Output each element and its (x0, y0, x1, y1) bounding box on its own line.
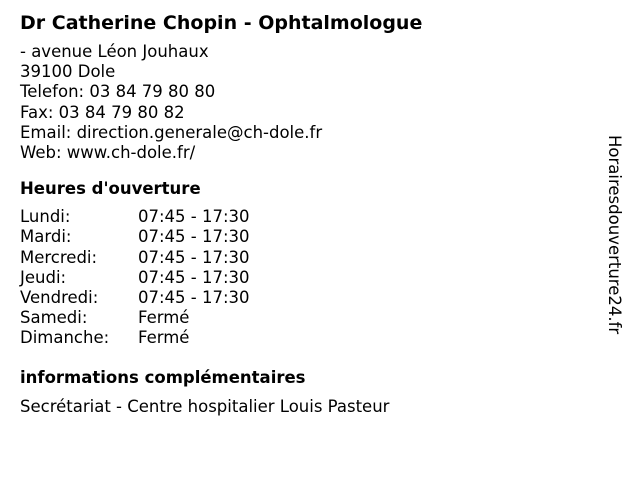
day-label: Vendredi: (20, 288, 99, 308)
email-address: Email: direction.generale@ch-dole.fr (20, 122, 323, 142)
time-value: 07:45 - 17:30 (138, 207, 250, 227)
hours-row-sunday (20, 328, 600, 348)
time-value: 07:45 - 17:30 (138, 288, 250, 308)
address-city: 39100 Dole (20, 62, 116, 82)
hours-row-monday (20, 207, 600, 227)
hours-row-wednesday (20, 248, 600, 268)
day-label: Samedi: (20, 308, 88, 328)
info-heading: informations complémentaires (20, 367, 306, 387)
hours-row-friday (20, 288, 600, 308)
fax-number: Fax: 03 84 79 80 82 (20, 102, 185, 122)
hours-row-saturday (20, 308, 600, 328)
website-url: Web: www.ch-dole.fr/ (20, 143, 196, 163)
site-watermark-label: Horairesdouverture24.fr (605, 135, 624, 335)
hours-heading: Heures d'ouverture (20, 179, 201, 199)
hours-row-tuesday (20, 227, 600, 247)
address-street: - avenue Léon Jouhaux (20, 42, 209, 61)
day-label: Jeudi: (20, 267, 67, 287)
time-value: 07:45 - 17:30 (138, 247, 250, 267)
business-card (20, 10, 600, 417)
time-value: Fermé (138, 328, 190, 348)
time-value: 07:45 - 17:30 (138, 267, 250, 287)
day-label: Mardi: (20, 227, 72, 247)
phone-number: Telefon: 03 84 79 80 80 (20, 82, 216, 102)
hours-row-thursday (20, 268, 600, 288)
day-label: Dimanche: (20, 328, 110, 348)
info-text: Secrétariat - Centre hospitalier Louis Pasteur (20, 396, 390, 416)
day-label: Lundi: (20, 207, 71, 227)
page-title: Dr Catherine Chopin - Ophtalmologue (20, 12, 423, 34)
time-value: 07:45 - 17:30 (138, 227, 250, 247)
hours-table (20, 207, 600, 348)
time-value: Fermé (138, 308, 190, 328)
address-block (20, 42, 600, 163)
day-label: Mercredi: (20, 247, 98, 267)
